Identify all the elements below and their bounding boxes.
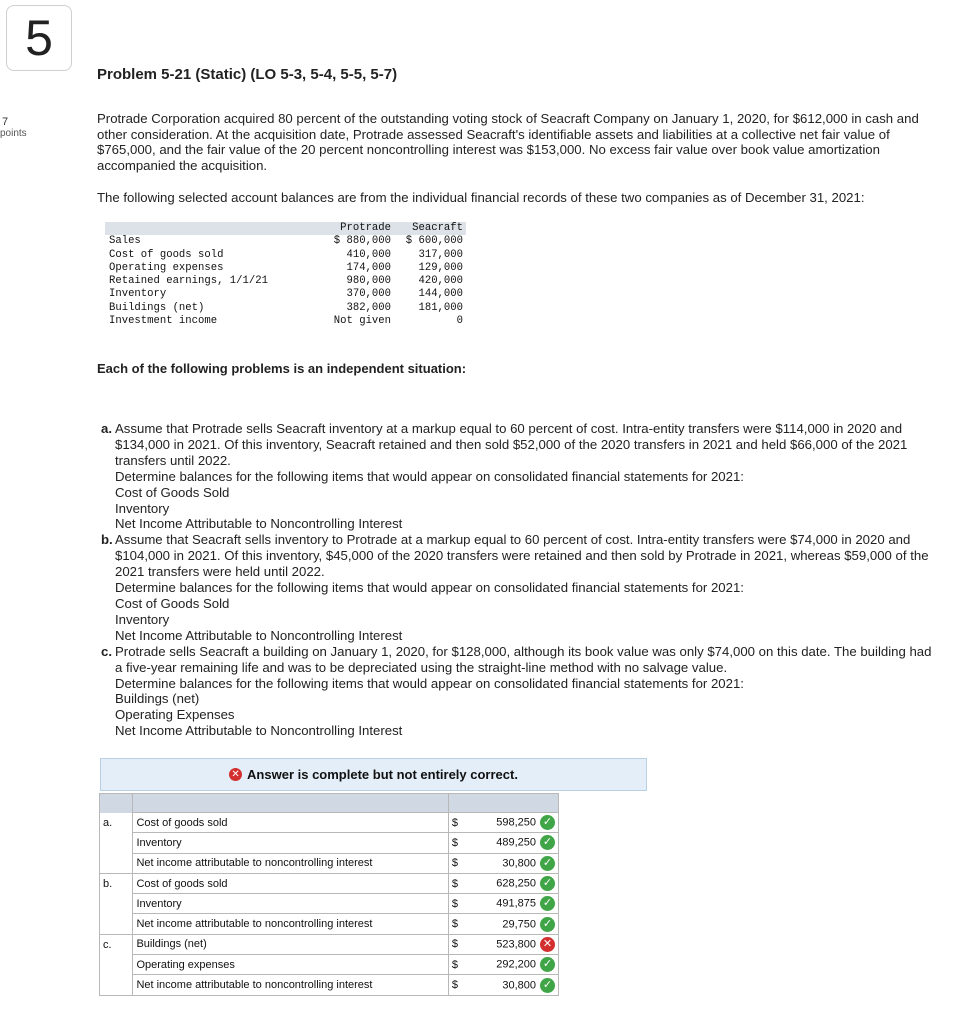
answer-value: 30,800: [502, 978, 536, 991]
answer-row: [100, 975, 559, 995]
answer-part: [100, 833, 133, 853]
answer-cell[interactable]: [465, 813, 559, 833]
answer-currency: $: [448, 853, 464, 873]
protrade-value: 410,000: [346, 248, 391, 261]
answer-value: 523,800: [496, 938, 536, 951]
answer-part: a.: [100, 813, 133, 833]
answer-part: [100, 955, 133, 975]
account-name: Operating expenses: [109, 261, 224, 274]
seacraft-value: 0: [456, 315, 463, 328]
account-name: Sales: [109, 235, 141, 248]
problem-b: [101, 532, 941, 643]
answer-row: [100, 934, 559, 954]
answer-label: Inventory: [133, 833, 448, 853]
problem-label: c.: [101, 643, 112, 659]
check-icon: ✓: [540, 835, 555, 850]
problem-item: Net Income Attributable to Noncontrolling Interest: [115, 627, 403, 643]
problem-determine: Determine balances for the following items that would appear on consolidated financial statements for 2021:: [115, 675, 744, 691]
problem-title: Problem 5-21 (Static) (LO 5-3, 5-4, 5-5, 5-7): [97, 66, 398, 83]
problem-item: Net Income Attributable to Noncontrolling Interest: [115, 723, 403, 739]
answer-value: 292,200: [496, 958, 536, 971]
answer-cell[interactable]: [465, 894, 559, 914]
account-row: [105, 275, 466, 288]
account-name: Cost of goods sold: [109, 248, 224, 261]
answer-part: [100, 853, 133, 873]
problem-item: Inventory: [115, 611, 170, 627]
problem-determine: Determine balances for the following items that would appear on consolidated financial statements for 2021:: [115, 468, 744, 484]
answer-currency: $: [448, 975, 464, 995]
points-label: points: [0, 128, 27, 139]
problem-item: Buildings (net): [115, 691, 200, 707]
protrade-value: $ 880,000: [333, 235, 391, 248]
answer-part: b.: [100, 873, 133, 893]
protrade-value: 980,000: [346, 275, 391, 288]
answer-table: [99, 793, 559, 996]
account-table-header: [105, 222, 466, 235]
seacraft-value: 181,000: [418, 301, 463, 314]
check-icon: ✓: [540, 876, 555, 891]
problem-label: b.: [101, 532, 113, 548]
answer-row: [100, 914, 559, 934]
answer-currency: $: [448, 894, 464, 914]
problem-list: [101, 421, 941, 739]
answer-part: c.: [100, 934, 133, 954]
answer-row: [100, 813, 559, 833]
problem-c: [101, 644, 941, 739]
answer-row: [100, 833, 559, 853]
check-icon: ✓: [540, 815, 555, 830]
question-number: 5: [6, 5, 72, 71]
answer-cell[interactable]: [465, 934, 559, 954]
problem-item: Inventory: [115, 500, 170, 516]
account-row: [105, 315, 466, 328]
answer-currency: $: [448, 934, 464, 954]
answer-part: [100, 914, 133, 934]
problem-text: Assume that Seacraft sells inventory to Protrade at a markup equal to 60 percent of cost. Intra-entity transfers were $74,000 in 2020 and $104,000 in 2021. Of this inventory, $45,000 of the 2020 transfers were retained and then sold by Protrade in 2021, whereas $59,000 of the 2021 transfers were held until 2022.: [115, 532, 929, 580]
header-protrade: Protrade: [340, 222, 391, 234]
account-row: [105, 262, 466, 275]
problem-label: a.: [101, 421, 112, 436]
answer-row: [100, 873, 559, 893]
problem-item: Net Income Attributable to Noncontrolling Interest: [115, 516, 403, 532]
answer-label: Net income attributable to noncontrolling interest: [133, 914, 448, 934]
independent-heading: Each of the following problems is an independent situation:: [97, 361, 467, 376]
protrade-value: 370,000: [346, 288, 391, 301]
check-icon: ✓: [540, 896, 555, 911]
problem-text: Assume that Protrade sells Seacraft inventory at a markup equal to 60 percent of cost. Intra-entity transfers were $114,000 in 2020 and $134,000 in 2021. Of this inventory, Seacraft retained and then sold $52,000 of the 2020 transfers in 2021 and held $66,000 of the 2021 transfers until 2022.: [115, 421, 908, 468]
answer-status-banner: [100, 758, 647, 791]
intro-paragraph: Protrade Corporation acquired 80 percent of the outstanding voting stock of Seacraft Company on January 1, 2020, for $612,000 in cash and other consideration. At the acquisition date, Protrade assessed Seacraft's identifiable assets and liabilities at a collective net fair value of $765,000, and the fair value of the 20 percent noncontrolling interest was $153,000. No excess fair value over book value amortization accompanied the acquisition.: [97, 111, 919, 174]
answer-currency: $: [448, 813, 464, 833]
check-icon: ✓: [540, 978, 555, 993]
answer-status-text: Answer is complete but not entirely correct.: [247, 767, 518, 782]
account-row: [105, 235, 466, 248]
answer-label: Net income attributable to noncontrolling interest: [133, 975, 448, 995]
answer-table-header: [100, 794, 559, 813]
protrade-value: Not given: [333, 315, 391, 328]
account-balances-table: [105, 222, 466, 328]
balances-intro: The following selected account balances are from the individual financial records of these two companies as of December 31, 2021:: [97, 190, 865, 205]
protrade-value: 174,000: [346, 261, 391, 274]
answer-value: 29,750: [502, 918, 536, 931]
account-header-blank: [105, 222, 309, 235]
answer-label: Cost of goods sold: [133, 813, 448, 833]
answer-currency: $: [448, 914, 464, 934]
problem-item: Cost of Goods Sold: [115, 595, 230, 611]
answer-value: 491,875: [496, 897, 536, 910]
problem-a: [101, 421, 941, 532]
answer-currency: $: [448, 833, 464, 853]
answer-cell[interactable]: [465, 833, 559, 853]
problem-text: Protrade sells Seacraft a building on January 1, 2020, for $128,000, although its book value was only $74,000 on this date. The building had a five-year remaining life and was to be depreciated using the straight-line method with no salvage value.: [115, 643, 932, 675]
header-seacraft: Seacraft: [412, 222, 463, 234]
answer-value: 598,250: [496, 816, 536, 829]
answer-cell[interactable]: [465, 955, 559, 975]
account-name: Retained earnings, 1/1/21: [109, 275, 268, 288]
incorrect-x-icon: ✕: [229, 768, 242, 781]
answer-cell[interactable]: [465, 853, 559, 873]
seacraft-value: $ 600,000: [405, 235, 463, 248]
check-icon: ✓: [540, 917, 555, 932]
seacraft-value: 317,000: [418, 248, 463, 261]
incorrect-x-icon: ✕: [540, 937, 555, 952]
answer-label: Operating expenses: [133, 955, 448, 975]
check-icon: ✓: [540, 957, 555, 972]
answer-label: Inventory: [133, 894, 448, 914]
answer-row: [100, 894, 559, 914]
answer-cell[interactable]: [465, 914, 559, 934]
answer-part: [100, 975, 133, 995]
account-name: Inventory: [109, 288, 167, 301]
account-row: [105, 249, 466, 262]
seacraft-value: 144,000: [418, 288, 463, 301]
account-row: [105, 288, 466, 301]
account-name: Investment income: [109, 315, 218, 328]
answer-currency: $: [448, 873, 464, 893]
answer-label: Net income attributable to noncontrolling interest: [133, 853, 448, 873]
answer-label: Buildings (net): [133, 934, 448, 954]
check-icon: ✓: [540, 856, 555, 871]
answer-row: [100, 955, 559, 975]
answer-currency: $: [448, 955, 464, 975]
problem-determine: Determine balances for the following items that would appear on consolidated financial statements for 2021:: [115, 580, 744, 596]
answer-label: Cost of goods sold: [133, 873, 448, 893]
points-value: 7: [2, 116, 9, 128]
answer-cell[interactable]: [465, 873, 559, 893]
problem-item: Cost of Goods Sold: [115, 484, 230, 500]
protrade-value: 382,000: [346, 301, 391, 314]
account-row: [105, 302, 466, 315]
answer-value: 489,250: [496, 836, 536, 849]
account-name: Buildings (net): [109, 301, 205, 314]
problem-item: Operating Expenses: [115, 707, 235, 723]
answer-value: 30,800: [502, 857, 536, 870]
seacraft-value: 420,000: [418, 275, 463, 288]
answer-part: [100, 894, 133, 914]
seacraft-value: 129,000: [418, 261, 463, 274]
answer-value: 628,250: [496, 877, 536, 890]
answer-cell[interactable]: [465, 975, 559, 995]
answer-row: [100, 853, 559, 873]
